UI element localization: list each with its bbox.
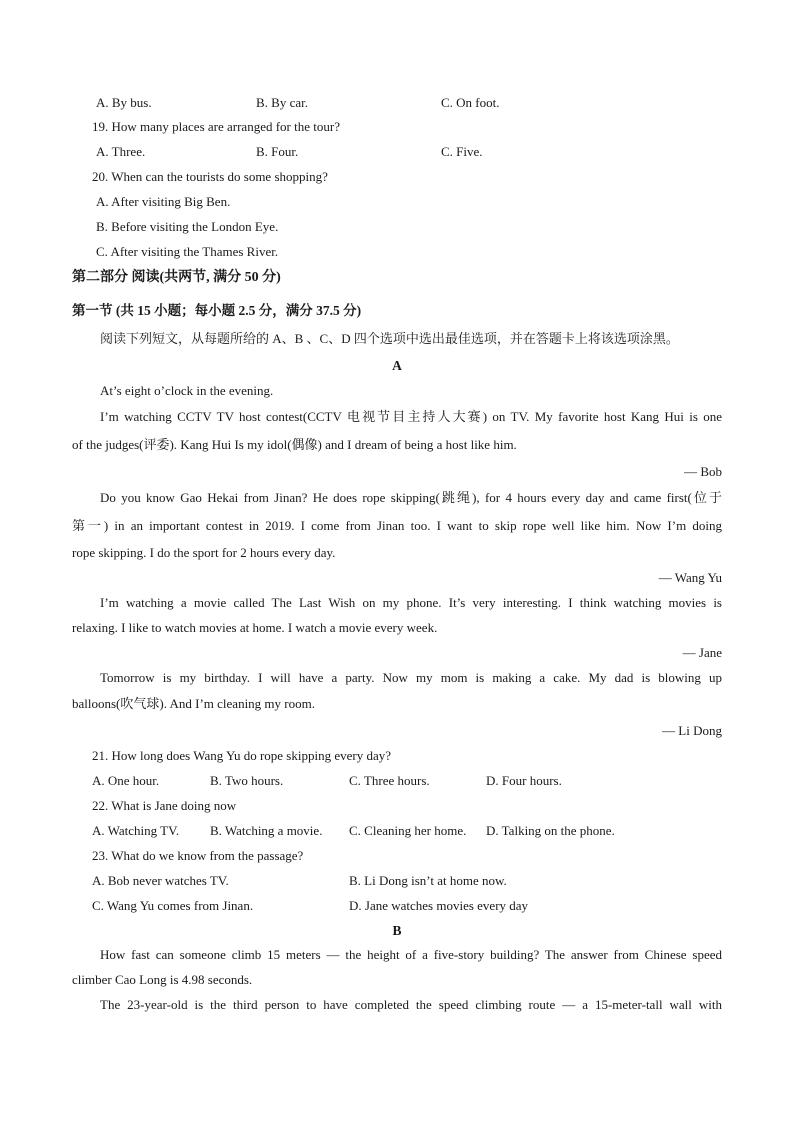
q22-option-a: A. Watching TV. bbox=[92, 823, 180, 838]
q20-option-b: B. Before visiting the London Eye. bbox=[96, 219, 279, 234]
passage-a-jane-line1: I’m watching a movie called The Last Wish on my phone. It’s very interesting. I think watching movies is bbox=[100, 595, 722, 610]
passage-a-wangyu-line2: 第一) in an important contest in 2019. I come from Jinan too. I want to skip rope well like him. Now I’m doing bbox=[72, 518, 722, 533]
q21-stem: 21. How long does Wang Yu do rope skipping every day? bbox=[92, 748, 391, 763]
q22-option-c: C. Cleaning her home. bbox=[349, 823, 467, 838]
q20-stem: 20. When can the tourists do some shopping? bbox=[92, 169, 328, 184]
q21-option-c: C. Three hours. bbox=[349, 773, 430, 788]
passage-a-label: A bbox=[392, 358, 402, 373]
q21-option-d: D. Four hours. bbox=[486, 773, 562, 788]
passage-a-intro: At’s eight o’clock in the evening. bbox=[100, 383, 274, 398]
signature-bob: — Bob bbox=[684, 464, 722, 479]
q22-stem: 22. What is Jane doing now bbox=[92, 798, 237, 813]
q20-option-c: C. After visiting the Thames River. bbox=[96, 244, 279, 259]
q19-option-c: C. Five. bbox=[441, 144, 483, 159]
q23-stem: 23. What do we know from the passage? bbox=[92, 848, 304, 863]
q20-option-a: A. After visiting Big Ben. bbox=[96, 194, 231, 209]
passage-b-p2-line1: The 23-year-old is the third person to have completed the speed climbing route — a 15-meter-tall wall with bbox=[100, 997, 722, 1012]
q19-stem: 19. How many places are arranged for the tour? bbox=[92, 119, 340, 134]
passage-a-wangyu-line3: rope skipping. I do the sport for 2 hours every day. bbox=[72, 545, 336, 560]
q21-option-b: B. Two hours. bbox=[210, 773, 284, 788]
signature-jane: — Jane bbox=[682, 645, 722, 660]
q19-option-b: B. Four. bbox=[256, 144, 299, 159]
passage-b-p1-line2: climber Cao Long is 4.98 seconds. bbox=[72, 972, 253, 987]
signature-lidong: — Li Dong bbox=[662, 723, 722, 738]
q23-option-a: A. Bob never watches TV. bbox=[92, 873, 229, 888]
q18-option-b: B. By car. bbox=[256, 95, 308, 110]
passage-a-jane-line2: relaxing. I like to watch movies at home. I watch a movie every week. bbox=[72, 620, 438, 635]
q18-option-c: C. On foot. bbox=[441, 95, 500, 110]
q22-option-d: D. Talking on the phone. bbox=[486, 823, 615, 838]
q23-option-b: B. Li Dong isn’t at home now. bbox=[349, 873, 507, 888]
q21-option-a: A. One hour. bbox=[92, 773, 160, 788]
passage-a-lidong-line2: balloons(吹气球). And I’m cleaning my room. bbox=[72, 696, 315, 711]
q22-option-b: B. Watching a movie. bbox=[210, 823, 323, 838]
signature-wangyu: — Wang Yu bbox=[658, 570, 722, 585]
q19-option-a: A. Three. bbox=[96, 144, 146, 159]
passage-b-p1-line1: How fast can someone climb 15 meters — the height of a five-story building? The answer from Chinese speed bbox=[100, 947, 722, 962]
passage-b-label: B bbox=[392, 923, 402, 938]
section1-title: 第一节 (共 15 小题；每小题 2.5 分，满分 37.5 分) bbox=[72, 303, 362, 318]
reading-instruction: 阅读下列短文，从每题所给的 A、B 、C、D 四个选项中选出最佳选项，并在答题卡上将该选项涂黑。 bbox=[100, 331, 679, 346]
q18-option-a: A. By bus. bbox=[96, 95, 152, 110]
passage-a-bob-line2: of the judges(评委). Kang Hui Is my idol(偶像) and I dream of being a host like him. bbox=[72, 437, 517, 452]
q23-option-c: C. Wang Yu comes from Jinan. bbox=[92, 898, 254, 913]
q23-option-d: D. Jane watches movies every day bbox=[349, 898, 529, 913]
passage-a-bob-line1: I’m watching CCTV TV host contest(CCTV 电视节目主持人大赛) on TV. My favorite host Kang Hui is one bbox=[100, 409, 722, 424]
passage-a-wangyu-line1: Do you know Gao Hekai from Jinan? He does rope skipping(跳绳), for 4 hours every day and came first(位于 bbox=[100, 490, 722, 505]
part2-title: 第二部分 阅读(共两节, 满分 50 分) bbox=[72, 270, 281, 285]
passage-a-lidong-line1: Tomorrow is my birthday. I will have a party. Now my mom is making a cake. My dad is blowing up bbox=[100, 670, 722, 685]
